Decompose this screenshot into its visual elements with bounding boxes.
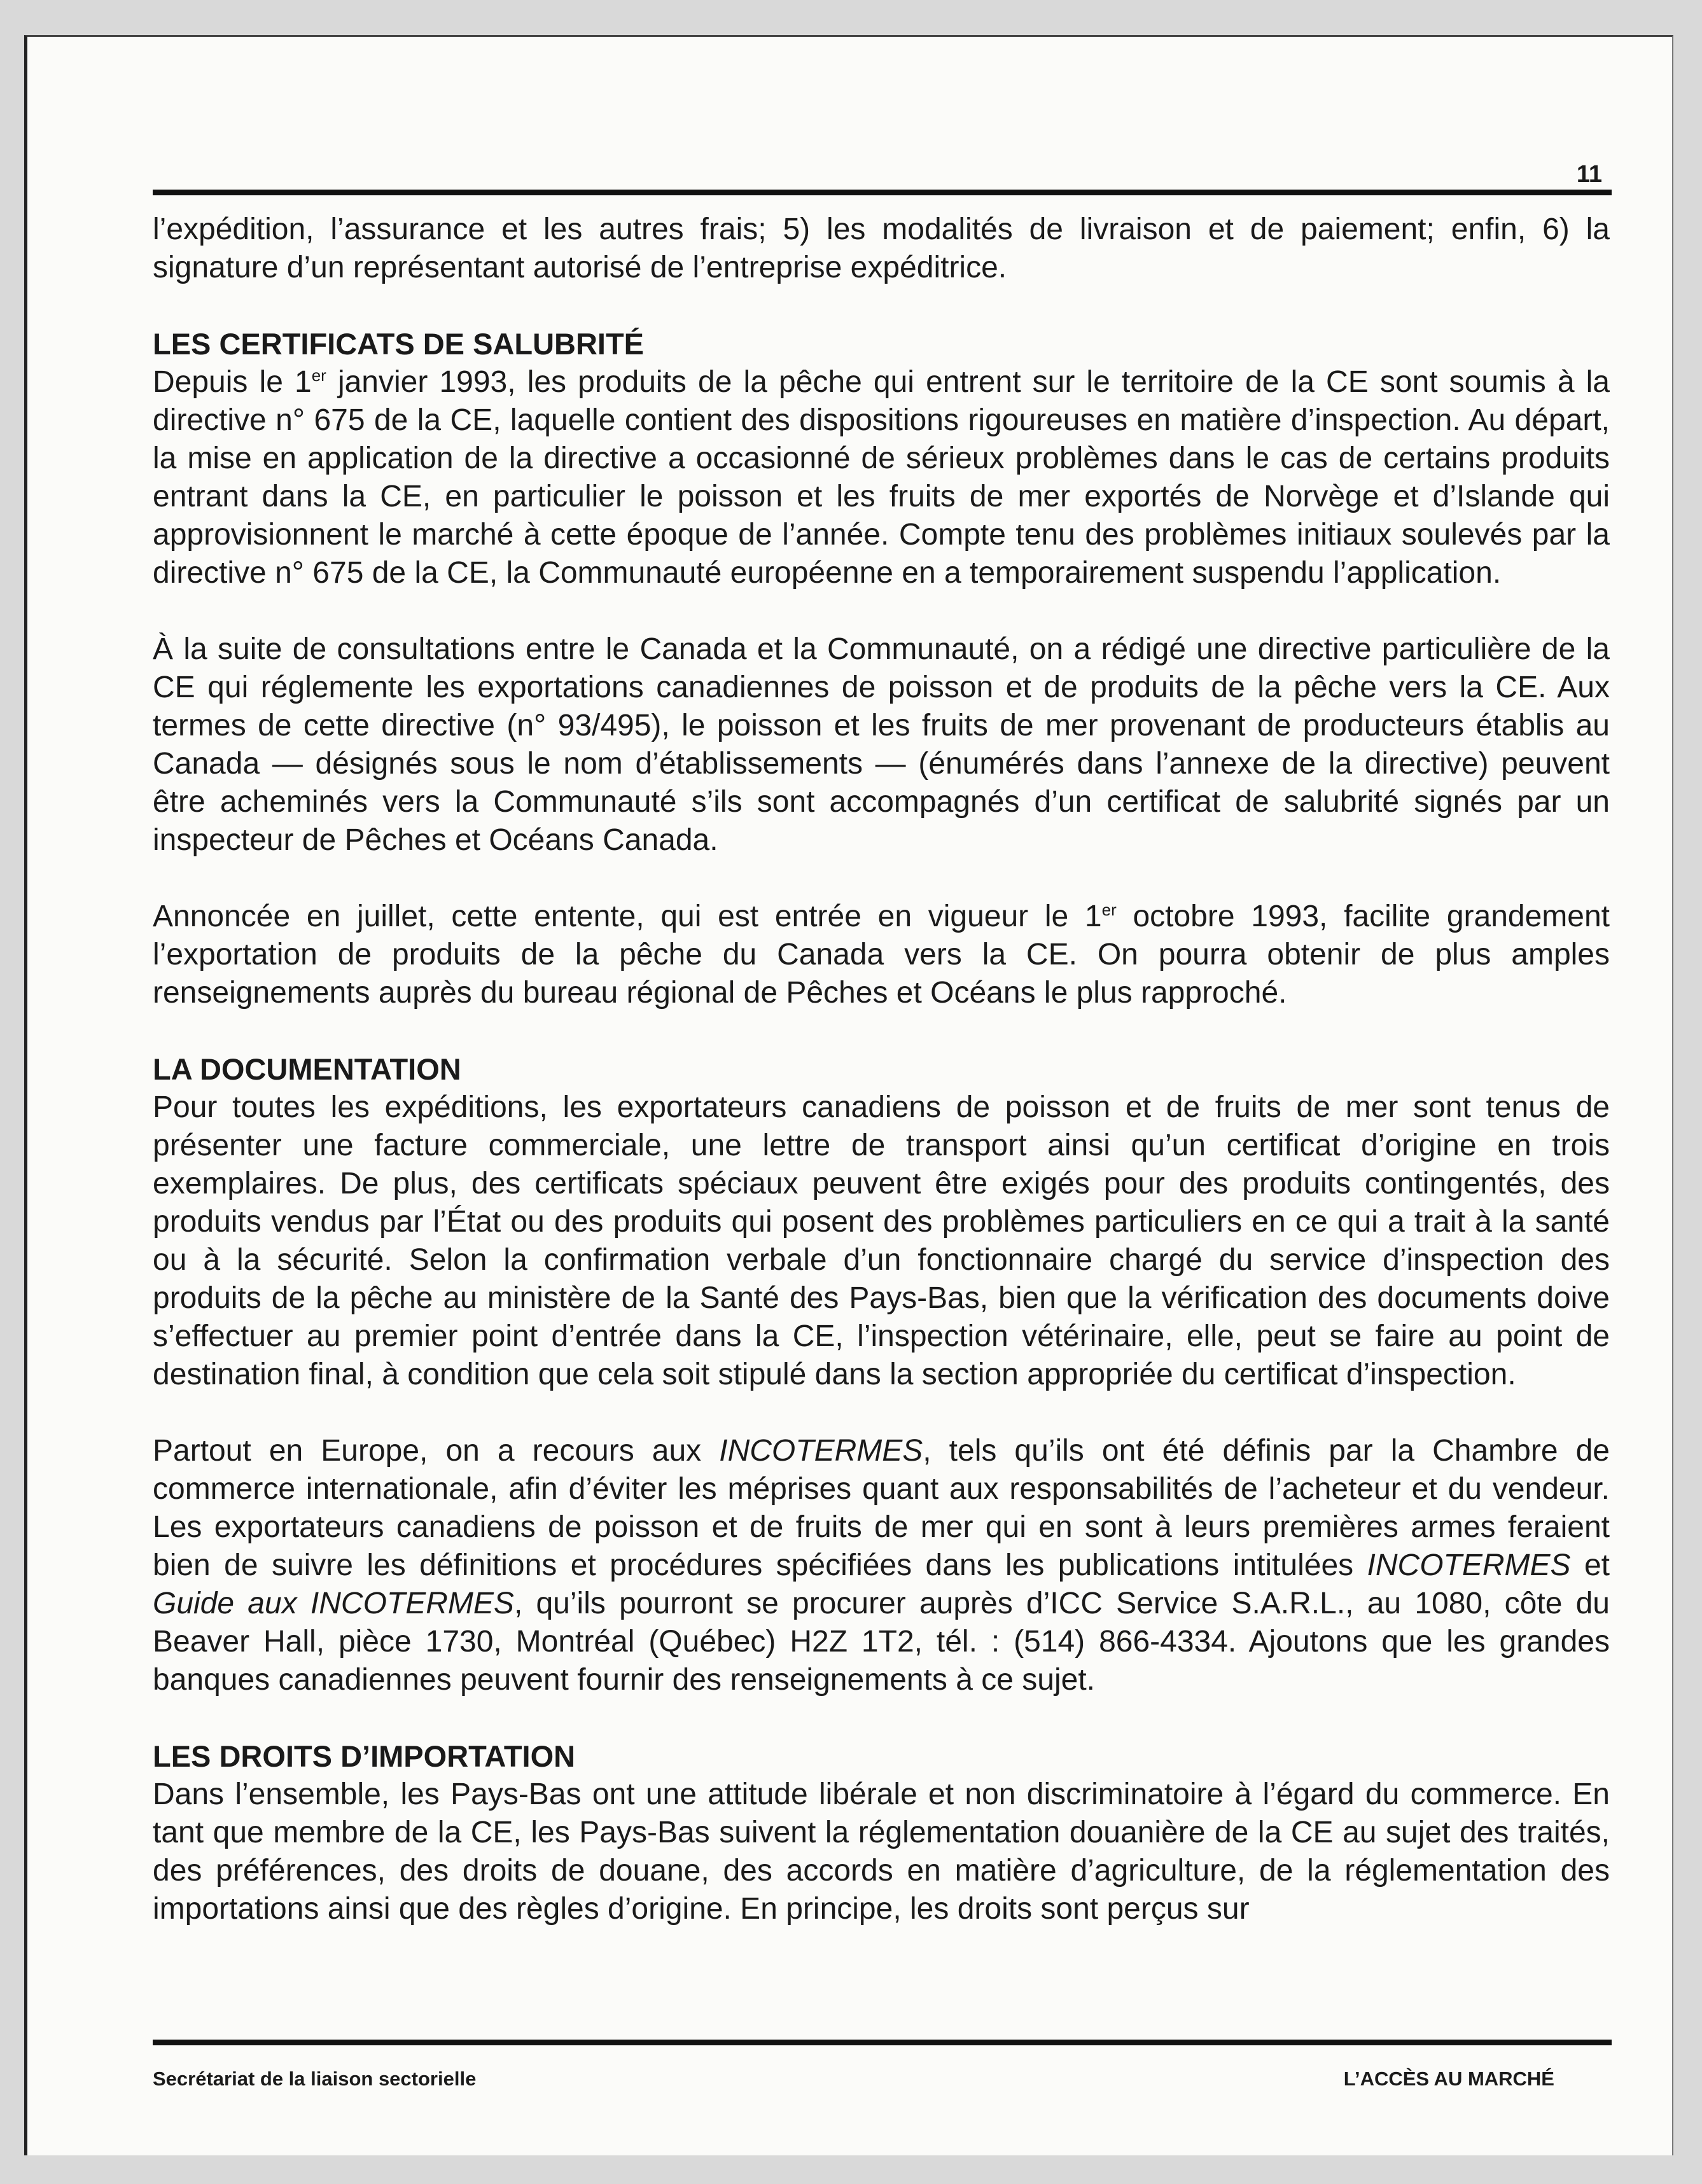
heading-certificats: LES CERTIFICATS DE SALUBRITÉ: [153, 327, 645, 361]
document-page: [24, 35, 1673, 2155]
ordinal-superscript: er: [1101, 900, 1117, 919]
incotermes-italic: INCOTERMES: [1367, 1548, 1571, 1582]
certificats-paragraph-1: Depuis le 1er janvier 1993, les produits de la pêche qui entrent sur le territoire de la CE sont soumis à la directive n° 675 de la CE, laquelle contient des dispositions rigoureuses en matière d’inspection. Au départ, la mise en application de la directive a occasionné de sérieux problèmes dans le cas de certains produits entrant dans la CE, en particulier le poisson et les fruits de mer exportés de Norvège et d’Islande qui approvisionnent le marché à cette époque de l’année. Compte tenu des problèmes initiaux soulevés par la directive n° 675 de la CE, la Communauté européenne en a temporairement suspendu l’application.: [153, 365, 1610, 590]
heading-documentation: LA DOCUMENTATION: [153, 1052, 461, 1086]
header-rule: [153, 190, 1612, 195]
incotermes-italic: INCOTERMES: [719, 1434, 923, 1468]
droits-paragraph-1: Dans l’ensemble, les Pays-Bas ont une attitude libérale et non discriminatoire à l’égard du commerce. En tant que membre de la CE, les Pays-Bas suivent la réglementation douanière de la CE au sujet des traités, des préférences, des droits de douane, des accords en matière d’agriculture, de la réglementation des importations ainsi que des règles d’origine. En principe, les droits sont perçus sur: [153, 1777, 1610, 1926]
heading-droits: LES DROITS D’IMPORTATION: [153, 1739, 576, 1773]
guide-incotermes-italic: Guide aux INCOTERMES: [153, 1587, 514, 1620]
body-text: [153, 211, 1610, 1966]
footer-rule: [153, 2040, 1612, 2045]
documentation-paragraph-2: Partout en Europe, on a recours aux INCOTERMES, tels qu’ils ont été définis par la Chambre de commerce internationale, afin d’éviter les méprises quant aux responsabilités de l’acheteur et du vendeur. Les exportateurs canadiens de poisson et de fruits de mer qui en sont à leurs premières armes feraient bien de suivre les définitions et procédures spécifiées dans les publications intitulées INCOTERMES et Guide aux INCOTERMES, qu’ils pourront se procurer auprès d’ICC Service S.A.R.L., au 1080, côte du Beaver Hall, pièce 1730, Montréal (Québec) H2Z 1T2, tél. : (514) 866-4334. Ajoutons que les grandes banques canadiennes peuvent fournir des renseignements à ce sujet.: [153, 1434, 1610, 1697]
certificats-paragraph-3: Annoncée en juillet, cette entente, qui est entrée en vigueur le 1er octobre 1993, facilite grandement l’exportation de produits de la pêche du Canada vers la CE. On pourra obtenir de plus amples renseignements auprès du bureau régional de Pêches et Océans le plus rapproché.: [153, 900, 1610, 1010]
page-number: 11: [1576, 161, 1602, 188]
footer-right: L’ACCÈS AU MARCHÉ: [1343, 2068, 1554, 2090]
footer-left: Secrétariat de la liaison sectorielle: [153, 2068, 477, 2090]
documentation-paragraph-1: Pour toutes les expéditions, les exportateurs canadiens de poisson et de fruits de mer sont tenus de présenter une facture commerciale, une lettre de transport ainsi qu’un certificat d’origine en trois exemplaires. De plus, des certificats spéciaux peuvent être exigés pour des produits contingentés, des produits vendus par l’État ou des produits qui posent des problèmes particuliers en ce qui a trait à la santé ou à la sécurité. Selon la confirmation verbale d’un fonctionnaire chargé du service d’inspection des produits de la pêche au ministère de la Santé des Pays-Bas, bien que la vérification des documents doive s’effectuer au premier point d’entrée dans la CE, l’inspection vétérinaire, elle, peut se faire au point de destination final, à condition que cela soit stipulé dans la section appropriée du certificat d’inspection.: [153, 1090, 1610, 1391]
ordinal-superscript: er: [311, 366, 326, 385]
intro-paragraph: l’expédition, l’assurance et les autres frais; 5) les modalités de livraison et de paiement; enfin, 6) la signature d’un représentant autorisé de l’entreprise expéditrice.: [153, 212, 1610, 284]
certificats-paragraph-2: À la suite de consultations entre le Canada et la Communauté, on a rédigé une directive particulière de la CE qui réglemente les exportations canadiennes de poisson et de produits de la pêche vers la CE. Aux termes de cette directive (n° 93/495), le poisson et les fruits de mer provenant de producteurs établis au Canada — désignés sous le nom d’établissements — (énumérés dans l’annexe de la directive) peuvent être acheminés vers la Communauté s’ils sont accompagnés d’un certificat de salubrité signés par un inspecteur de Pêches et Océans Canada.: [153, 632, 1610, 857]
